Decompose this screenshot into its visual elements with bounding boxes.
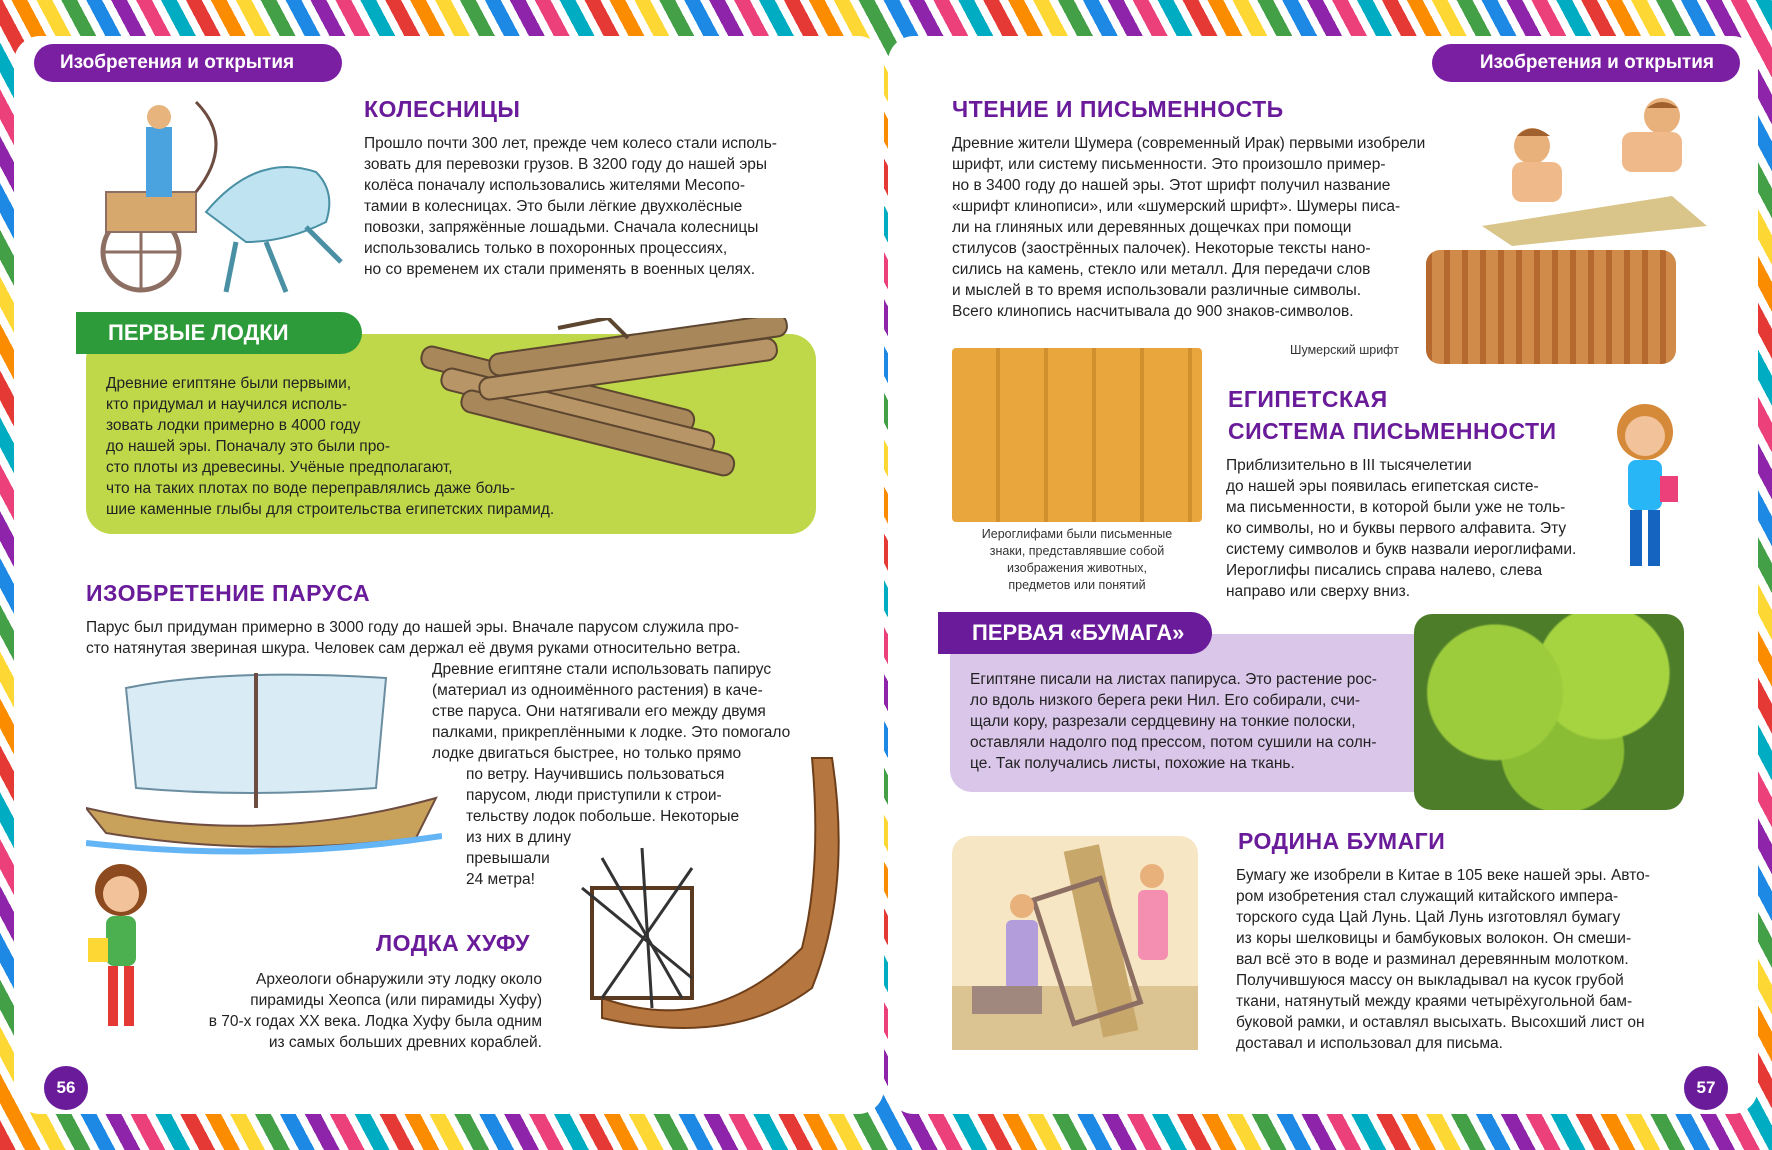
text-line: Древние египтяне стали использовать папирус	[432, 661, 772, 678]
left-page-number: 56	[44, 1066, 88, 1110]
paper-title-pill: ПЕРВАЯ «БУМАГА»	[938, 612, 1212, 654]
text-line: Древние египтяне были первыми,	[106, 375, 352, 392]
reading-title: ЧТЕНИЕ И ПИСЬМЕННОСТЬ	[952, 96, 1284, 122]
text-line: систему символов и букв назвали иероглифами.	[1226, 541, 1577, 558]
text-line: лодке двигаться быстрее, но только прямо	[432, 745, 742, 762]
text-line: Парус был придуман примерно в 3000 году до нашей эры. Вначале парусом служила про-	[86, 619, 740, 636]
text-line: вал всё это в воде и разминал деревянным молотком.	[1236, 951, 1629, 968]
papyrus-plants-image	[1414, 614, 1684, 810]
text-line: кто придумал и научился исполь-	[106, 396, 348, 413]
text-line: (материал из одноимённого растения) в каче-	[432, 682, 763, 699]
text-line: по ветру. Научившись пользоваться	[466, 766, 725, 783]
right-header-tab: Изобретения и открытия	[1432, 44, 1740, 82]
girl-character	[86, 858, 156, 1048]
text-line: из коры шелковицы и бамбуковых волокон. Он смеши-	[1236, 930, 1632, 947]
text-line: стилусов (заострённых палочек). Некоторые тексты нано-	[952, 240, 1371, 257]
text-line: что на таких плотах по воде переправлялись даже боль-	[106, 480, 516, 497]
homeland-title: РОДИНА БУМАГИ	[1238, 828, 1446, 854]
text-line: шрифт, или систему письменности. Это произошло пример-	[952, 156, 1386, 173]
text-line: «шрифт клинописи», или «шумерский шрифт». Шумеры писа-	[952, 198, 1401, 215]
sumerian-caption: Шумерский шрифт	[1290, 343, 1399, 357]
text-line: и мыслей в то время использовали различные символы.	[952, 282, 1362, 299]
text-line: тамии в колесницах. Это были лёгкие двухколёсные	[364, 198, 743, 215]
egypt-title-line2: СИСТЕМА ПИСЬМЕННОСТИ	[1228, 418, 1557, 444]
text-line: парусом, люди приступили к строи-	[466, 787, 722, 804]
text-line: превышали	[466, 850, 550, 867]
text-line: пирамиды Хеопса (или пирамиды Хуфу)	[250, 992, 542, 1009]
text-line: знаки, представлявшие собой	[989, 544, 1165, 558]
text-line: из самых больших древних кораблей.	[268, 1034, 542, 1051]
text-line: повозки, запряжённые лошадьми. Сначала колесницы	[364, 219, 759, 236]
text-line: це. Так получались листы, похожие на ткань.	[970, 755, 1295, 772]
text-line: ма письменности, в которой были уже не толь-	[1226, 499, 1566, 516]
text-line: торского суда Цай Лунь. Цай Лунь изготовлял бумагу	[1236, 909, 1621, 926]
text-line: Иероглифы писались справа налево, слева	[1226, 562, 1543, 579]
text-line: 24 метра!	[466, 871, 535, 888]
left-header-tab: Изобретения и открытия	[34, 44, 342, 82]
text-line: сились на камень, стекло или металл. Для передачи слов	[952, 261, 1371, 278]
text-line: но в 3400 году до нашей эры. Этот шрифт получил название	[952, 177, 1391, 194]
khufu-boat-illustration	[562, 748, 848, 1048]
text-line: но со временем их стали применять в военных целях.	[364, 261, 756, 278]
sumerian-tablet-image	[1426, 250, 1676, 364]
papermaking-illustration	[952, 836, 1198, 1050]
text-line: Египтяне писали на листах папируса. Это растение рос-	[970, 671, 1377, 688]
boys-writing-illustration	[1472, 96, 1712, 246]
boy-character	[1600, 396, 1690, 576]
text-line: ло вдоль низкого берега реки Нил. Его собирали, счи-	[970, 692, 1361, 709]
text-line: ткани, натянутый между краями четырёхугольной бам-	[1236, 993, 1633, 1010]
text-line: сто плоты из древесины. Учёные предполагают,	[106, 459, 453, 476]
text-line: ко символы, но и буквы первого алфавита. Эту	[1226, 520, 1567, 537]
text-line: предметов или понятий	[1008, 578, 1146, 592]
text-line: до нашей эры. Поначалу это были про-	[106, 438, 391, 455]
egypt-title-line1: ЕГИПЕТСКАЯ	[1228, 386, 1388, 412]
text-line: Древние жители Шумера (современный Ирак) первыми изобрели	[952, 135, 1426, 152]
text-line: щали кору, разрезали сердцевину на тонкие полоски,	[970, 713, 1356, 730]
boats-title-pill: ПЕРВЫЕ ЛОДКИ	[76, 312, 362, 354]
chariot-illustration	[86, 92, 356, 302]
raft-illustration	[408, 318, 848, 508]
hieroglyphs-image	[952, 348, 1202, 522]
text-line: ли на глиняных или деревянных дощечках при помощи	[952, 219, 1352, 236]
text-line: Иероглифами были письменные	[981, 527, 1173, 541]
text-line: изображения животных,	[1007, 561, 1147, 575]
text-line: тельству лодок побольше. Некоторые	[466, 808, 740, 825]
text-line: палками, прикреплёнными к лодке. Это помогало	[432, 724, 791, 741]
sail-title: ИЗОБРЕТЕНИЕ ПАРУСА	[86, 580, 371, 606]
sailboat-illustration	[86, 668, 442, 858]
text-line: Всего клинопись насчитывала до 900 знаков-символов.	[952, 303, 1354, 320]
text-line: шие каменные глыбы для строительства египетских пирамид.	[106, 501, 555, 518]
chariots-title: КОЛЕСНИЦЫ	[364, 96, 521, 122]
text-line: Прошло почти 300 лет, прежде чем колесо стали исполь-	[364, 135, 777, 152]
text-line: Приблизительно в III тысячелетии	[1226, 457, 1472, 474]
text-line: до нашей эры появилась египетская систе-	[1226, 478, 1539, 495]
text-line: зовать для перевозки грузов. В 3200 году до нашей эры	[364, 156, 767, 173]
text-line: ром изобретения стал служащий китайского импера-	[1236, 888, 1619, 905]
text-line: зовать лодки примерно в 4000 году	[106, 417, 361, 434]
text-line: Бумагу же изобрели в Китае в 105 веке нашей эры. Авто-	[1236, 867, 1650, 884]
text-line: Получившуюся массу он выкладывал на кусок грубой	[1236, 972, 1624, 989]
text-line: оставляли надолго под прессом, потом сушили на солн-	[970, 734, 1377, 751]
text-line: буковой рамки, и оставлял высыхать. Высохший лист он	[1236, 1014, 1645, 1031]
text-line: колёса поначалу использовались жителями Месопо-	[364, 177, 746, 194]
khufu-title: ЛОДКА ХУФУ	[376, 930, 530, 956]
text-line: направо или сверху вниз.	[1226, 583, 1411, 600]
right-page-number: 57	[1684, 1066, 1728, 1110]
text-line: Археологи обнаружили эту лодку около	[256, 971, 542, 988]
text-line: из них в длину	[466, 829, 571, 846]
text-line: доставал и использовал для письма.	[1236, 1035, 1503, 1052]
text-line: в 70-х годах XX века. Лодка Хуфу была одним	[208, 1013, 542, 1030]
text-line: использовались только в похоронных процессиях,	[364, 240, 728, 257]
text-line: сто натянутая звериная шкура. Человек сам держал её двумя руками относительно ветра.	[86, 640, 741, 657]
text-line: стве паруса. Они натягивали его между двумя	[432, 703, 766, 720]
